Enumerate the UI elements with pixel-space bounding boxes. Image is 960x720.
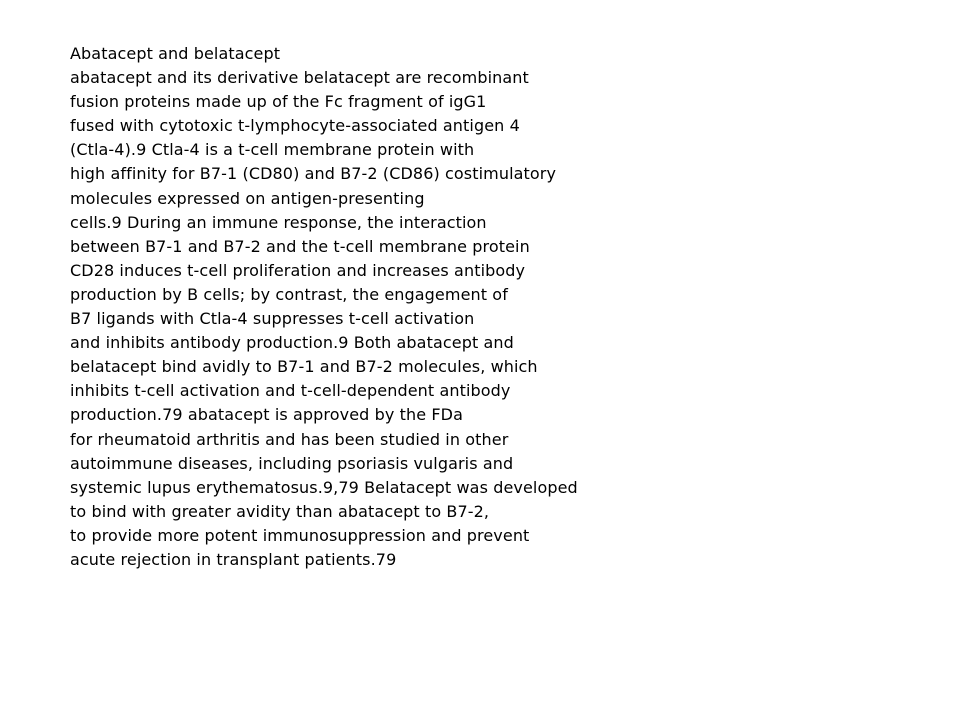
body-line-4: (Ctla-4).9 Ctla-4 is a t-cell membrane protein with [70,140,475,160]
body-line-3: fused with cytotoxic t-lymphocyte-associated antigen 4 [70,116,520,136]
body-line-13: belatacept bind avidly to B7-1 and B7-2 molecules, which [70,357,538,377]
body-line-1: abatacept and its derivative belatacept are recombinant [70,68,529,88]
body-line-16: for rheumatoid arthritis and has been studied in other [70,429,509,449]
slide-text-block [70,42,940,572]
body-line-9: CD28 induces t-cell proliferation and increases antibody [70,260,526,280]
body-line-21: acute rejection in transplant patients.79 [70,549,397,569]
body-line-19: to bind with greater avidity than abatacept to B7-2, [70,501,490,521]
slide-title: Abatacept and belatacept [70,44,281,63]
body-line-14: inhibits t-cell activation and t-cell-dependent antibody [70,381,511,401]
body-line-17: autoimmune diseases, including psoriasis vulgaris and [70,453,514,473]
body-line-20: to provide more potent immunosuppression and prevent [70,525,530,545]
body-line-5: high affinity for B7-1 (CD80) and B7-2 (CD86) costimulatory [70,164,557,184]
body-line-6: molecules expressed on antigen-presenting [70,188,425,208]
body-line-18: systemic lupus erythematosus.9,79 Belatacept was developed [70,477,578,497]
body-line-8: between B7-1 and B7-2 and the t-cell membrane protein [70,236,530,256]
body-line-15: production.79 abatacept is approved by the FDa [70,405,463,425]
body-line-11: B7 ligands with Ctla-4 suppresses t-cell activation [70,309,475,329]
body-line-10: production by B cells; by contrast, the engagement of [70,284,508,304]
body-line-2: fusion proteins made up of the Fc fragment of igG1 [70,92,487,112]
body-line-12: and inhibits antibody production.9 Both abatacept and [70,333,514,353]
body-line-7: cells.9 During an immune response, the interaction [70,212,487,232]
